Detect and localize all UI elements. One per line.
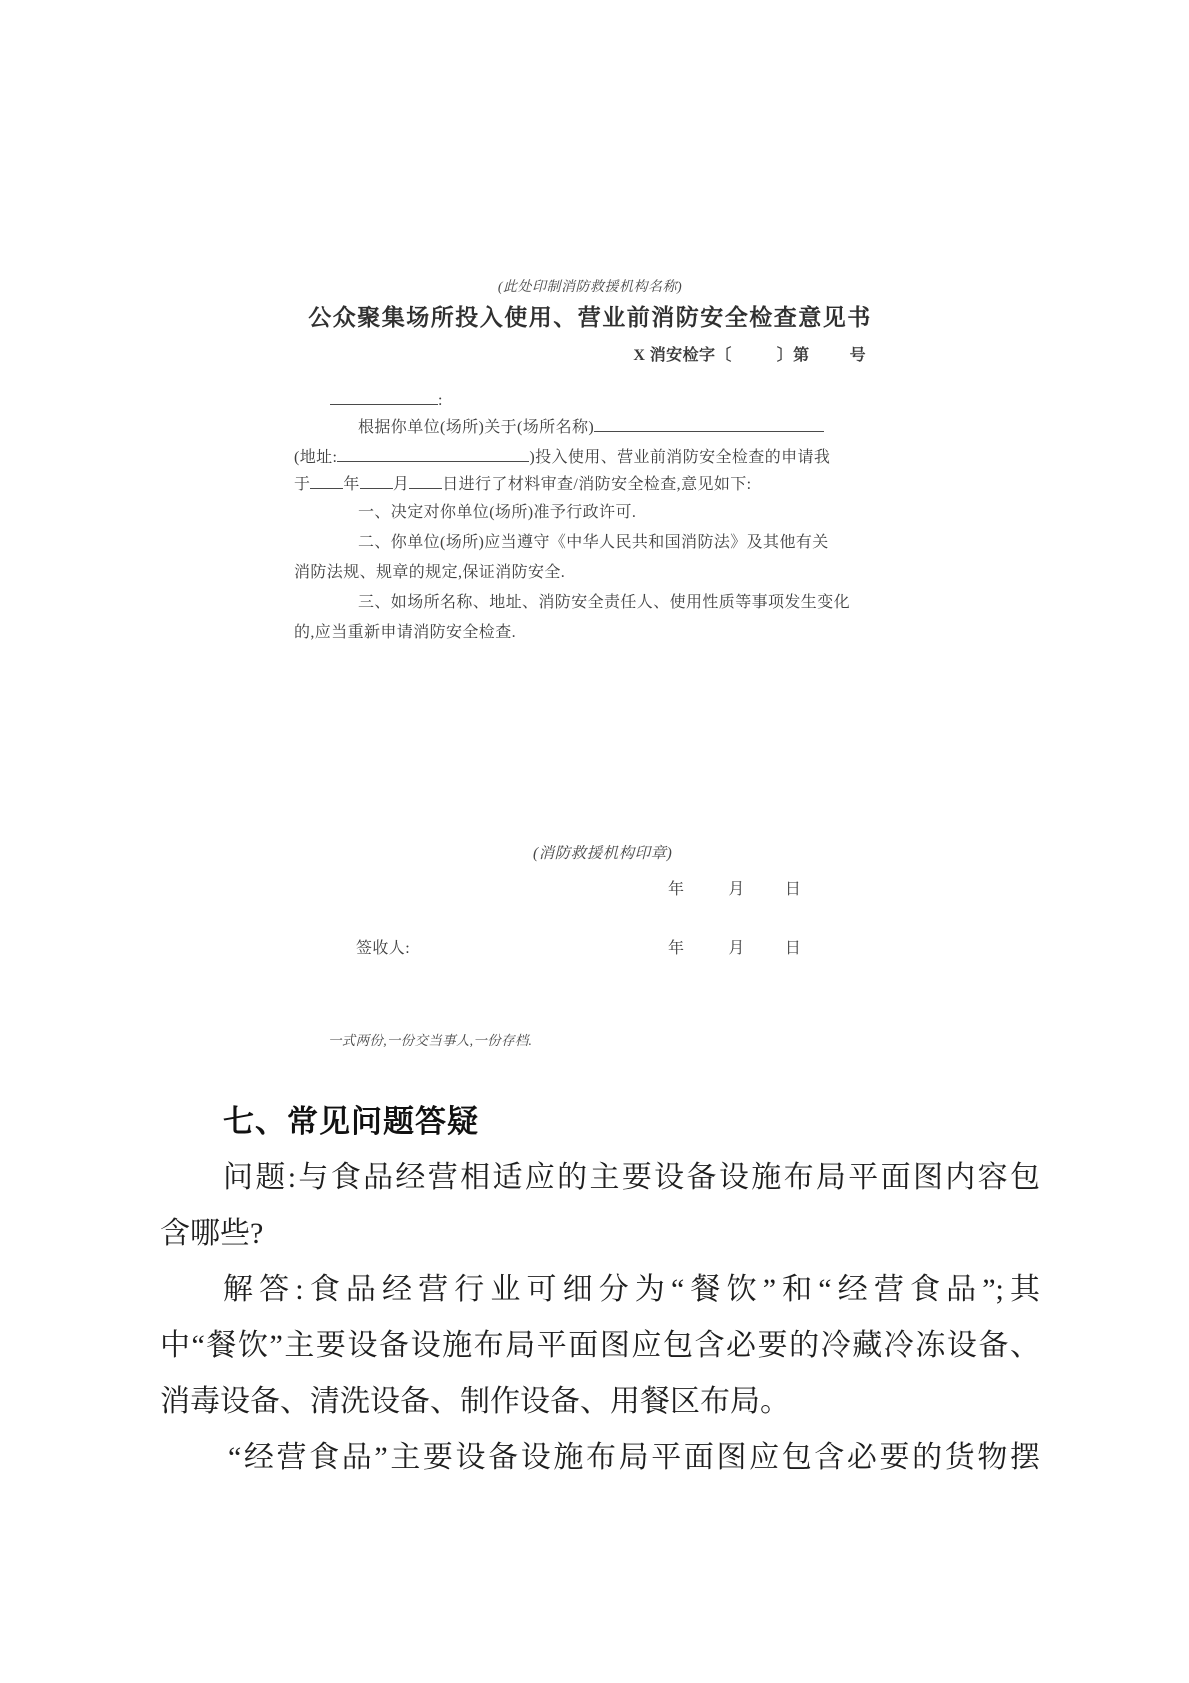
faq-question-line-2: 含哪些? xyxy=(160,1217,264,1250)
day-blank xyxy=(409,474,442,489)
form-stamp-note: (消防救援机构印章) xyxy=(533,845,673,862)
doc-number-suffix: 号 xyxy=(849,347,866,364)
faq-heading: 七、常见问题答疑 xyxy=(223,1104,479,1139)
date-p3: 日进行了材料审查/消防安全检查,意见如下: xyxy=(442,476,752,493)
address-blank xyxy=(337,447,529,462)
form-sign-date xyxy=(668,940,801,957)
salutation-colon: : xyxy=(438,392,443,409)
form-footnote: 一式两份,一份交当事人,一份存档. xyxy=(328,1033,533,1048)
year-blank xyxy=(310,474,343,489)
faq-answer-line-2: 中“餐饮”主要设备设施布局平面图应包含必要的冷藏冷冻设备、 xyxy=(160,1329,1040,1362)
form-address-line xyxy=(294,447,830,466)
faq-answer-line-1: 解答:食品经营行业可细分为“餐饮”和“经营食品”;其 xyxy=(223,1273,1040,1306)
sign-month-label: 月 xyxy=(728,940,745,957)
address-tail-text: )投入使用、营业前消防安全检查的申请我 xyxy=(529,449,831,466)
faq-answer-line-3: 消毒设备、清洗设备、制作设备、用餐区布局。 xyxy=(160,1385,790,1418)
doc-number-mid: 〕第 xyxy=(776,347,810,364)
faq-answer-line-4: “经营食品”主要设备设施布局平面图应包含必要的货物摆 xyxy=(228,1441,1040,1474)
form-agency-note: (此处印制消防救援机构名称) xyxy=(497,280,683,295)
subject-lead-text: 根据你单位(场所)关于(场所名称) xyxy=(358,419,595,436)
month-blank xyxy=(360,474,393,489)
issue-month-label: 月 xyxy=(728,881,745,898)
venue-name-blank xyxy=(594,417,824,432)
form-salutation-line xyxy=(330,390,443,409)
form-subject-line xyxy=(358,417,824,436)
date-p0: 于 xyxy=(294,476,311,493)
form-date-line xyxy=(294,474,752,493)
form-item-2-line-2: 消防法规、规章的规定,保证消防安全. xyxy=(294,564,566,581)
sign-year-label: 年 xyxy=(668,940,685,957)
issue-day-label: 日 xyxy=(784,881,802,898)
address-open-text: (地址: xyxy=(294,449,338,466)
sign-day-label: 日 xyxy=(784,940,802,957)
issue-year-label: 年 xyxy=(668,881,685,898)
form-item-1: 一、决定对你单位(场所)准予行政许可. xyxy=(358,504,637,521)
form-item-2-line-1: 二、你单位(场所)应当遵守《中华人民共和国消防法》及其他有关 xyxy=(358,534,829,551)
doc-number-prefix: X 消安检字〔 xyxy=(633,347,732,364)
form-doc-number xyxy=(633,347,866,364)
form-signer-label: 签收人: xyxy=(356,940,411,957)
form-item-3-line-1: 三、如场所名称、地址、消防安全责任人、使用性质等事项发生变化 xyxy=(358,594,851,611)
form-issue-date xyxy=(668,881,801,898)
date-p1: 年 xyxy=(343,476,360,493)
faq-question-line-1: 问题:与食品经营相适应的主要设备设施布局平面图内容包 xyxy=(223,1161,1040,1194)
salutation-blank xyxy=(330,390,438,405)
form-title: 公众聚集场所投入使用、营业前消防安全检查意见书 xyxy=(308,304,872,330)
form-item-3-line-2: 的,应当重新申请消防安全检查. xyxy=(294,624,517,641)
date-p2: 月 xyxy=(392,476,410,493)
